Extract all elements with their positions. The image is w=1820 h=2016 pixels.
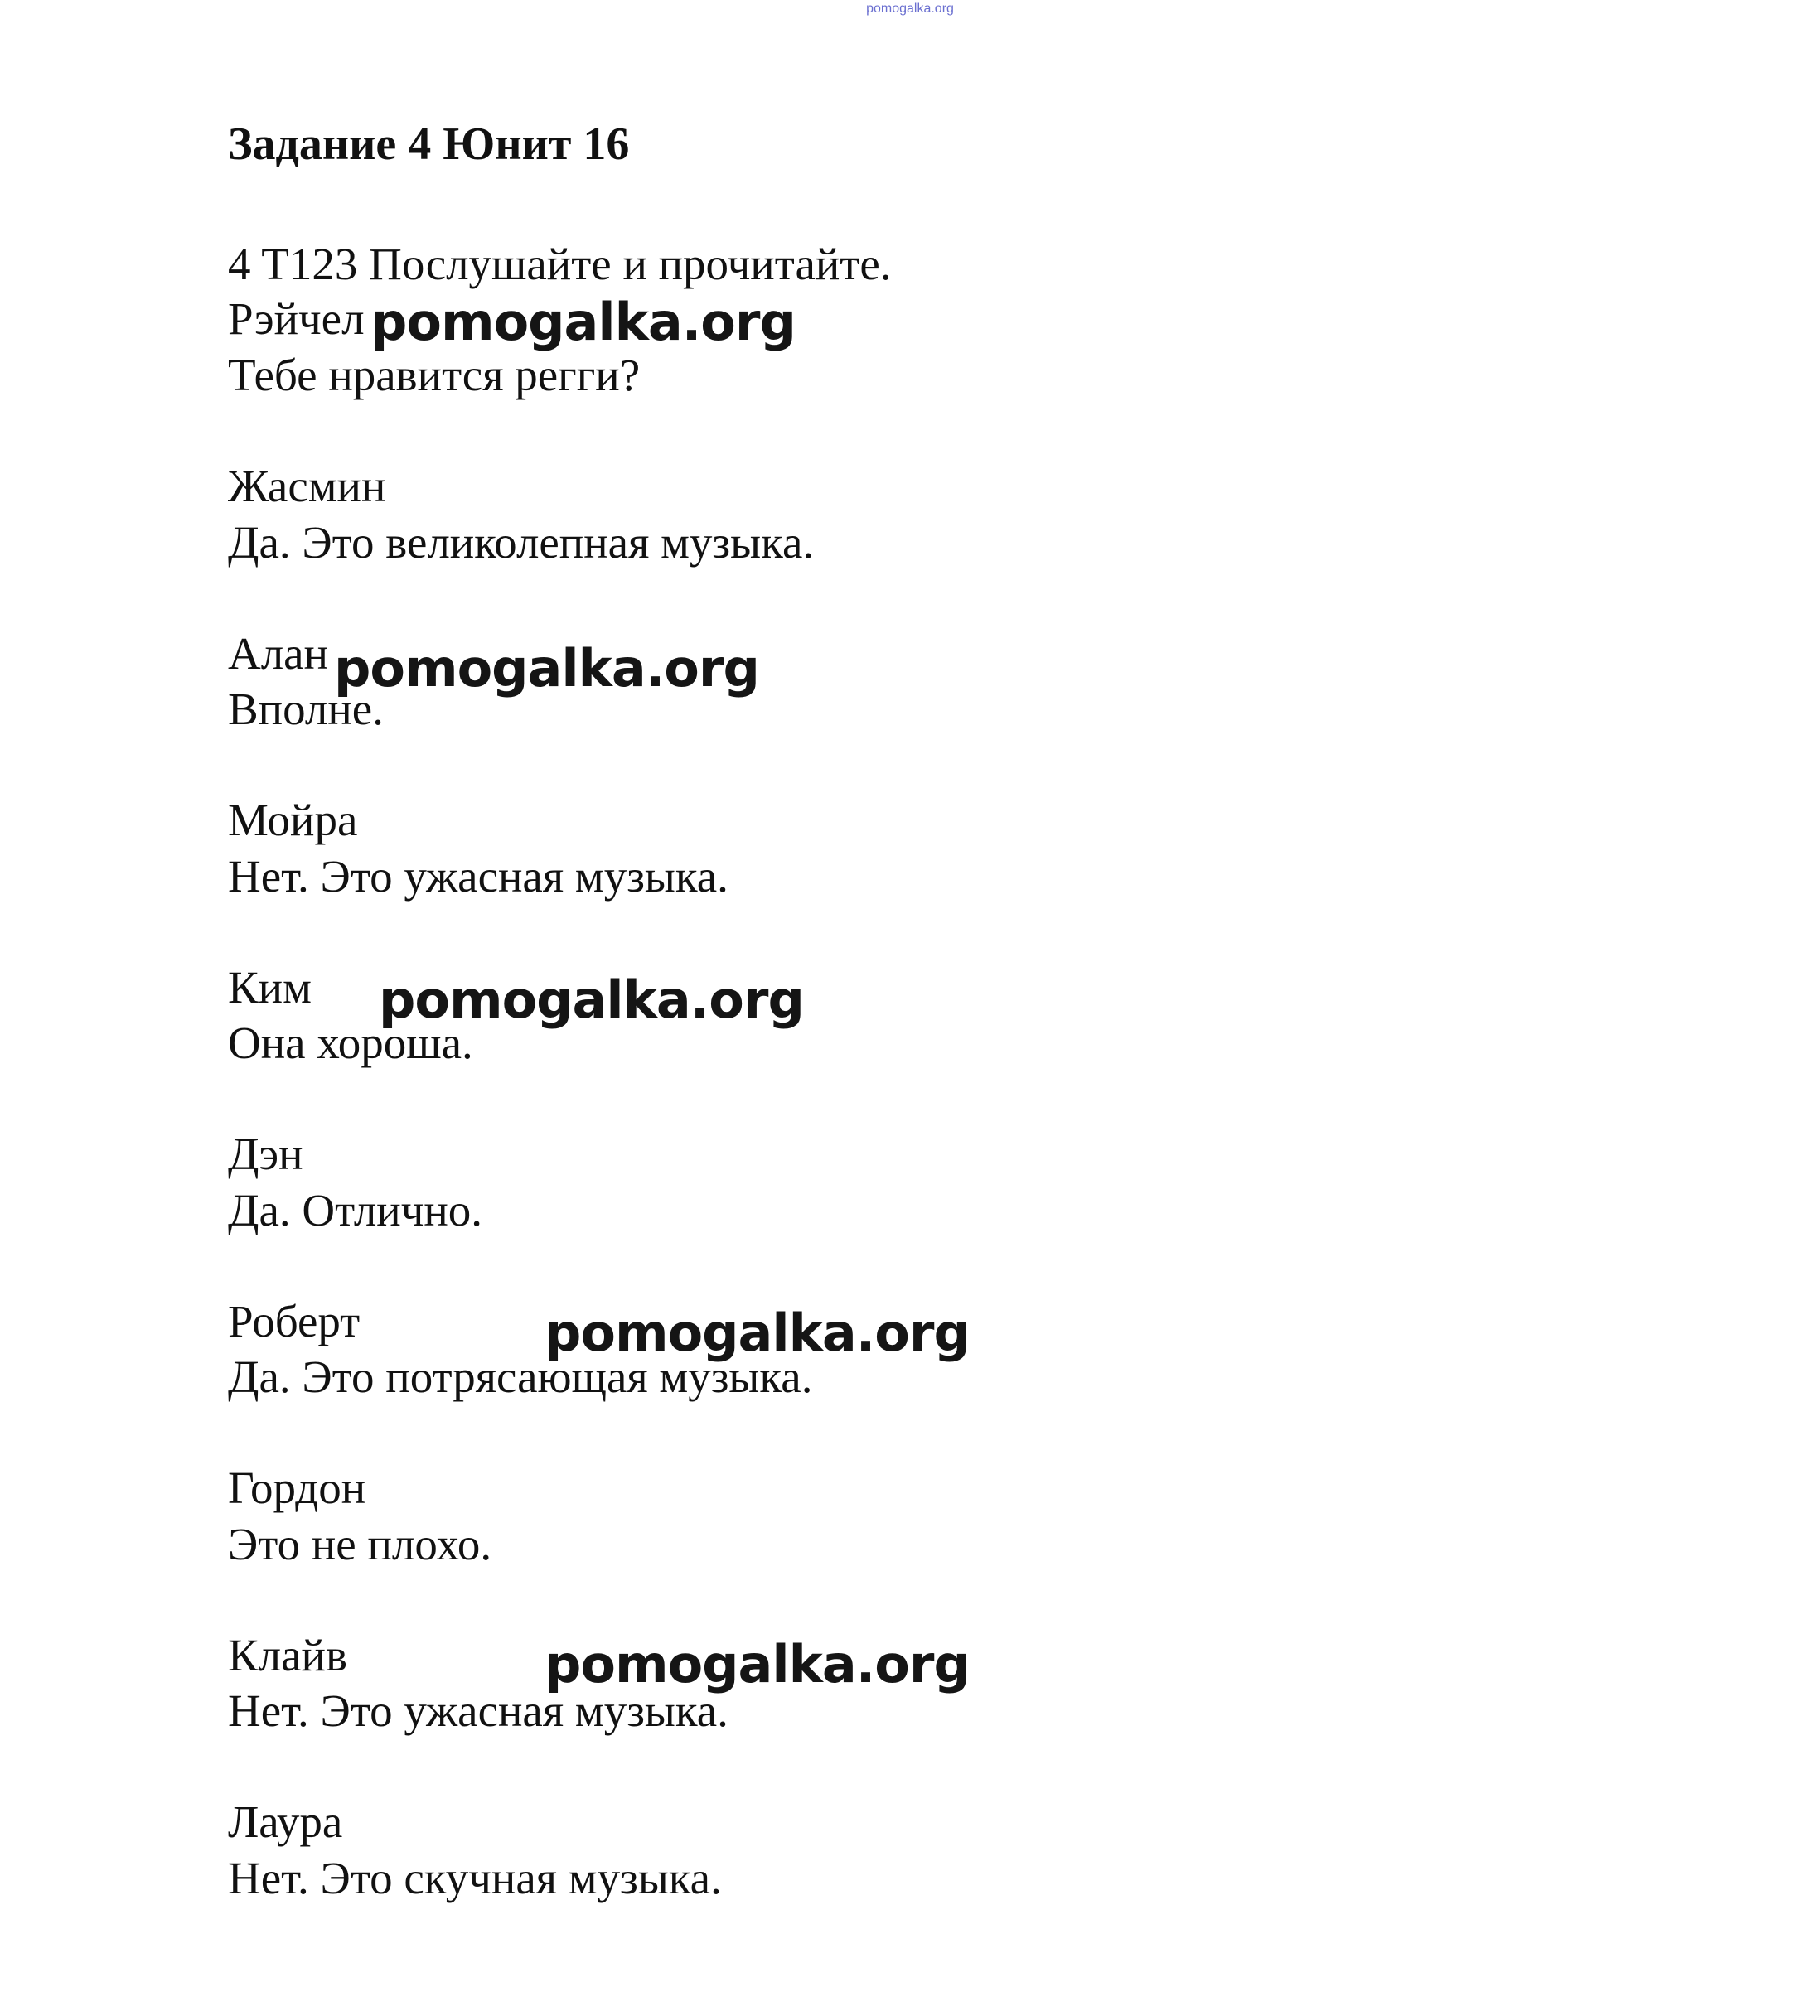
speaker-name: Жасмин <box>228 461 386 511</box>
speaker-name: Алан <box>228 628 329 679</box>
watermark-text: pomogalka.org <box>370 292 796 352</box>
speaker-reply: Да. Это великолепная музыка. <box>228 517 815 568</box>
speaker-reply: Нет. Это скучная музыка. <box>228 1853 722 1903</box>
speaker-reply: Тебе нравится регги? <box>228 350 641 400</box>
speaker-reply: Да. Отлично. <box>228 1185 483 1235</box>
speaker-name: Рэйчел <box>228 293 365 344</box>
watermark-text: pomogalka.org <box>545 1303 970 1363</box>
speaker-name: Дэн <box>228 1129 303 1179</box>
speaker-name: Ким <box>228 962 312 1013</box>
speaker-reply: Она хороша. <box>228 1018 473 1068</box>
watermark-text: pomogalka.org <box>334 638 759 699</box>
speaker-name: Лаура <box>228 1796 343 1847</box>
page-title: Задание 4 Юнит 16 <box>228 118 630 170</box>
speaker-reply: Нет. Это ужасная музыка. <box>228 851 728 902</box>
task-instruction: 4 T123 Послушайте и прочитайте. <box>228 239 892 289</box>
speaker-name: Роберт <box>228 1296 361 1346</box>
watermark-text: pomogalka.org <box>545 1634 970 1695</box>
speaker-reply: Да. Это потрясающая музыка. <box>228 1351 813 1402</box>
speaker-name: Мойра <box>228 795 358 845</box>
speaker-name: Клайв <box>228 1630 347 1680</box>
speaker-reply: Нет. Это ужасная музыка. <box>228 1685 728 1736</box>
top-watermark-link[interactable]: pomogalka.org <box>866 2 954 16</box>
speaker-name: Гордон <box>228 1462 366 1513</box>
speaker-reply: Это не плохо. <box>228 1519 492 1569</box>
watermark-text: pomogalka.org <box>379 969 804 1030</box>
speaker-reply: Вполне. <box>228 684 384 734</box>
